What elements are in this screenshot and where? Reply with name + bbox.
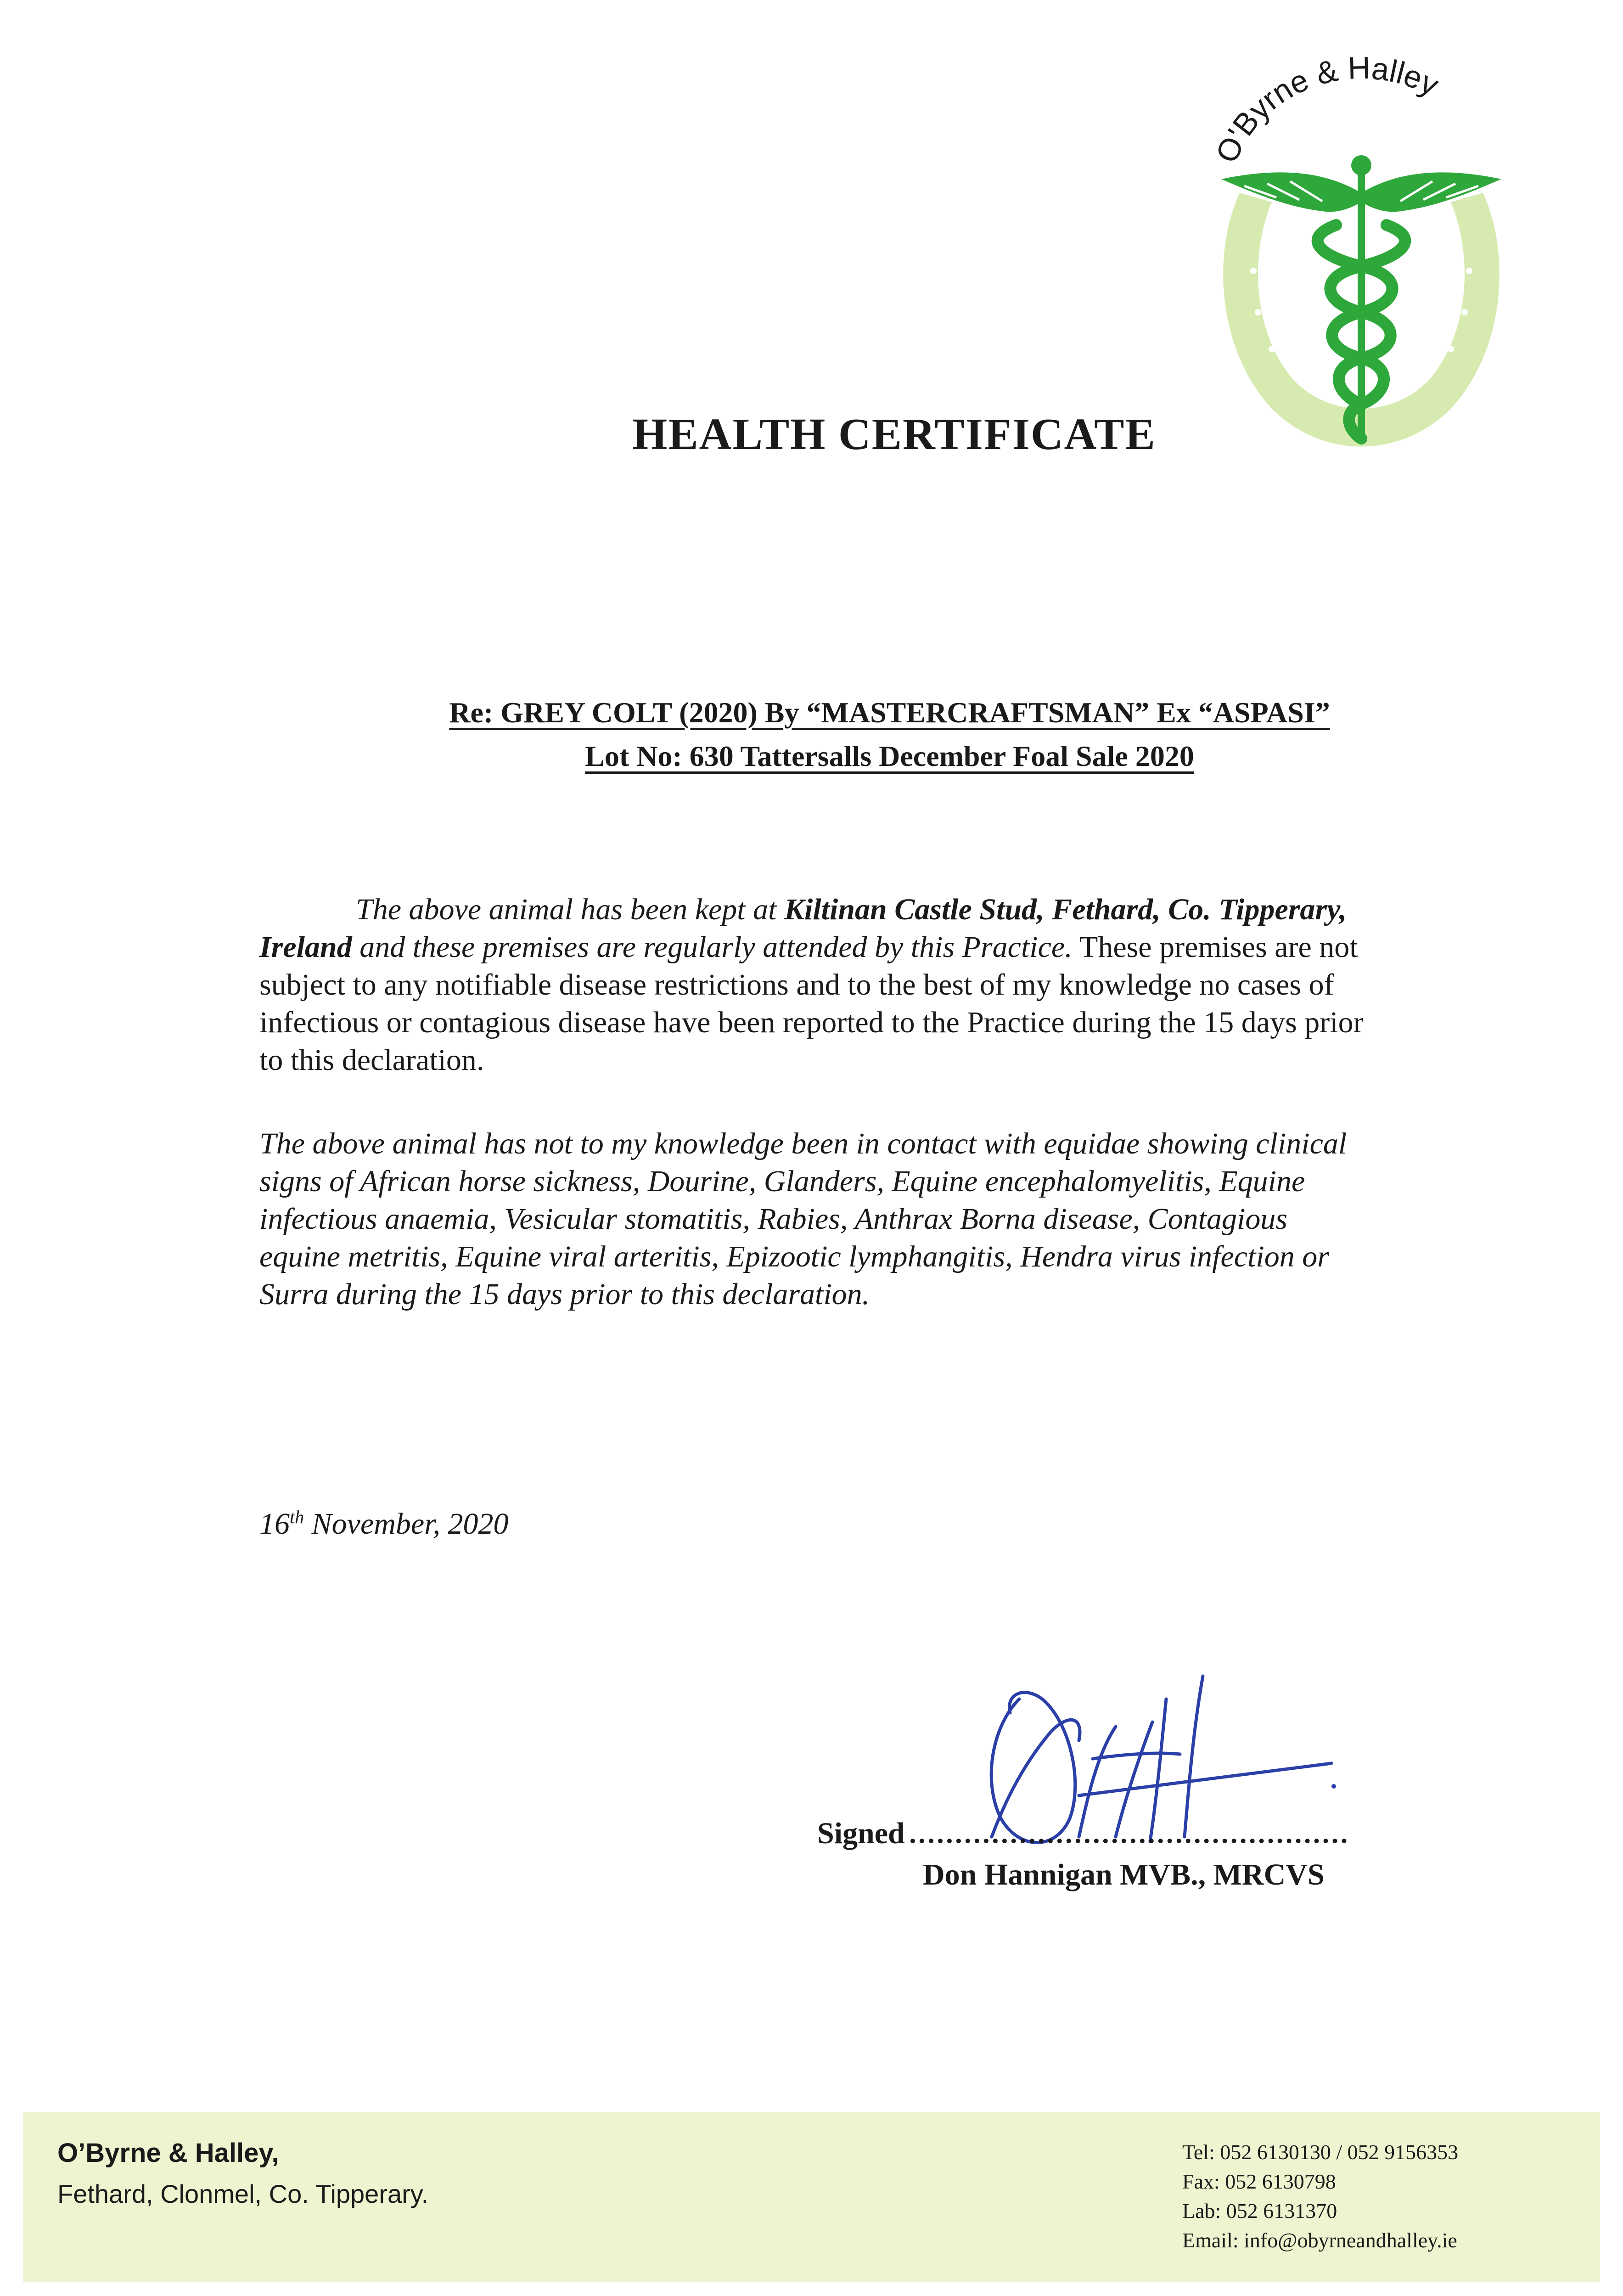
footer-tel: Tel: 052 6130130 / 052 9156353 bbox=[1182, 2140, 1459, 2164]
logo-arc-text: O'Byrne & Halley bbox=[1209, 55, 1444, 168]
signed-label: Signed bbox=[817, 1816, 1347, 1851]
footer-lab: Lab: 052 6131370 bbox=[1182, 2199, 1337, 2223]
footer-contact-block bbox=[1182, 2138, 1458, 2255]
premises-paragraph: The above animal has been kept at Kiltinan Castle Stud, Fethard, Co. Tipperary, Ireland and these premises are regularly attended by this Practice. These premises are not subject to any notifiable disease restrictions and to the best of my knowledge no cases of infectious or contagious disease have been reported to the Practice during the 15 days prior to this declaration. bbox=[259, 893, 1364, 1077]
footer-fax: Fax: 052 6130798 bbox=[1182, 2170, 1336, 2193]
declaration-date: 16th November, 2020 bbox=[259, 1507, 509, 1541]
footer-email[interactable]: Email: info@obyrneandhalley.ie bbox=[1182, 2228, 1457, 2252]
staff-knob bbox=[1351, 155, 1371, 175]
re-line-horse: Re: GREY COLT (2020) By “MASTERCRAFTSMAN” Ex “ASPASI” bbox=[449, 696, 1330, 729]
re-line-lot: Lot No: 630 Tattersalls December Foal Sale 2020 bbox=[585, 740, 1194, 772]
signer-name: Don Hannigan MVB., MRCVS bbox=[923, 1858, 1325, 1891]
signature-dotted-line bbox=[910, 1829, 1347, 1843]
footer-practice-name: O’Byrne & Halley, bbox=[57, 2138, 279, 2168]
contact-declaration-paragraph: The above animal has not to my knowledge been in contact with equidae showing clinical signs of African horse sickness, Dourine, Glanders, Equine encephalomyelitis, Equine infectious anaemia, Vesicular stomatitis, Rabies, Anthrax Borna disease, Contagious equine metritis, Equine viral arteritis, Epizootic lymphangitis, Hendra virus infection or Surra during the 15 days prior to this declaration. bbox=[259, 1127, 1347, 1311]
document-title: HEALTH CERTIFICATE bbox=[632, 410, 1156, 459]
footer-address: Fethard, Clonmel, Co. Tipperary. bbox=[57, 2179, 429, 2208]
practice-logo bbox=[1185, 55, 1538, 459]
